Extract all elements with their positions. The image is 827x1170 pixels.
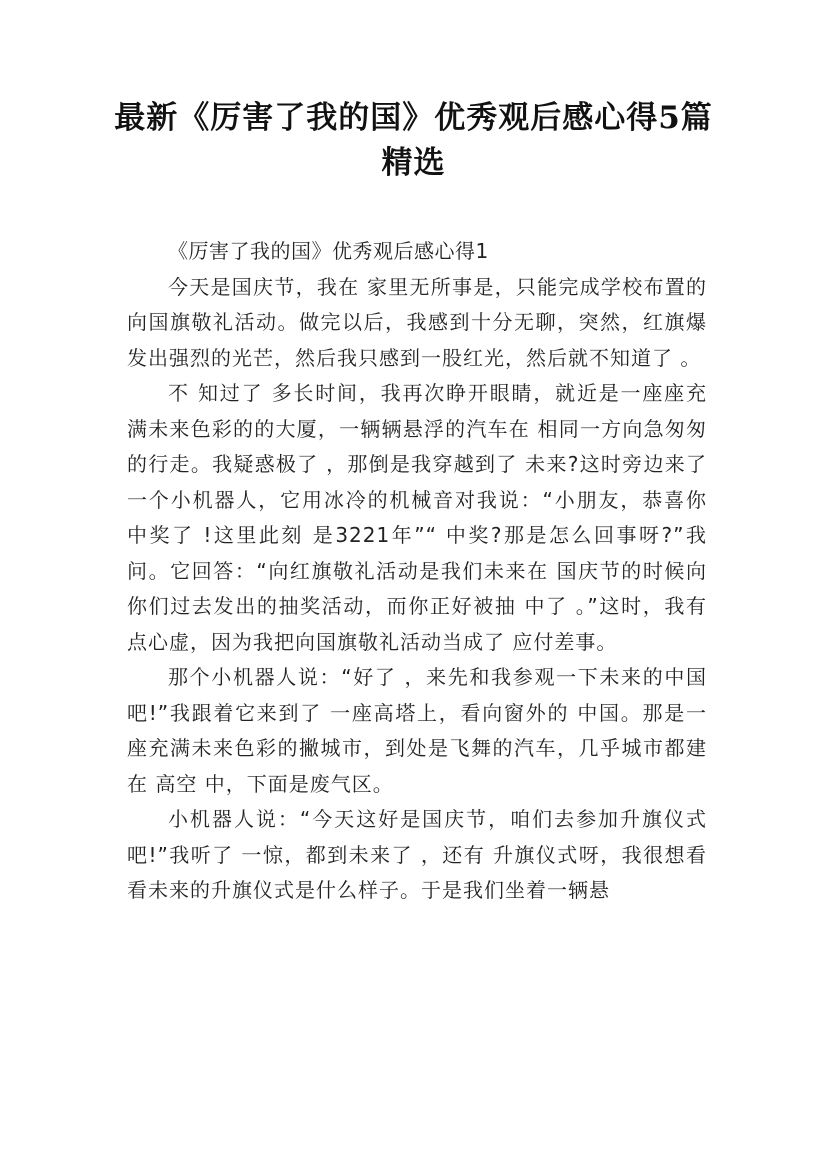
document-body [127,234,707,909]
paragraph-2: 不 知过了 多长时间，我再次睁开眼睛，就近是一座座充满未来色彩的的大厦，一辆辆悬浮的汽车在 相同一方向急匆匆的行走。我疑惑极了 ，那倒是我穿越到了 未来?这时旁边来了 一个小机器人，它用冰冷的机械音对我说：“小朋友，恭喜你 中奖了 !这里此刻 是3221年”“ 中奖?那是怎么回事呀?”我问。它回答：“向红旗敬礼活动是我们未来在 国庆节的时候向你们过去发出的抽奖活动，而你正好被抽 中了 。”这时，我有 点心虚，因为我把向国旗敬礼活动当成了 应付差事。 [127,381,707,654]
paragraph-1: 今天是国庆节，我在 家里无所事是，只能完成学校布置的向国旗敬礼活动。做完以后，我感到十分无聊，突然，红旗爆发出强烈的光芒，然后我只感到一股红光，然后就不知道了 。 [127,274,707,370]
document-title: 最新《厉害了我的国》优秀观后感心得5篇精选 [114,100,713,181]
paragraph-4: 小机器人说：“今天这好是国庆节，咱们去参加升旗仪式吧!”我听了 一惊，都到未来了 ，还有 升旗仪式呀，我很想看看未来的升旗仪式是什么样子。于是我们坐着一辆悬 [127,807,707,902]
paragraph-3: 那个小机器人说：“好了 ，来先和我参观一下未来的中国吧!”我跟着它来到了 一座高塔上，看向窗外的 中国。那是一座充满未来色彩的撇城市，到处是飞舞的汽车，几乎城市都建在 高空 中，下面是废气区。 [127,665,707,796]
section-heading: 《厉害了我的国》优秀观后感心得1 [168,239,489,263]
